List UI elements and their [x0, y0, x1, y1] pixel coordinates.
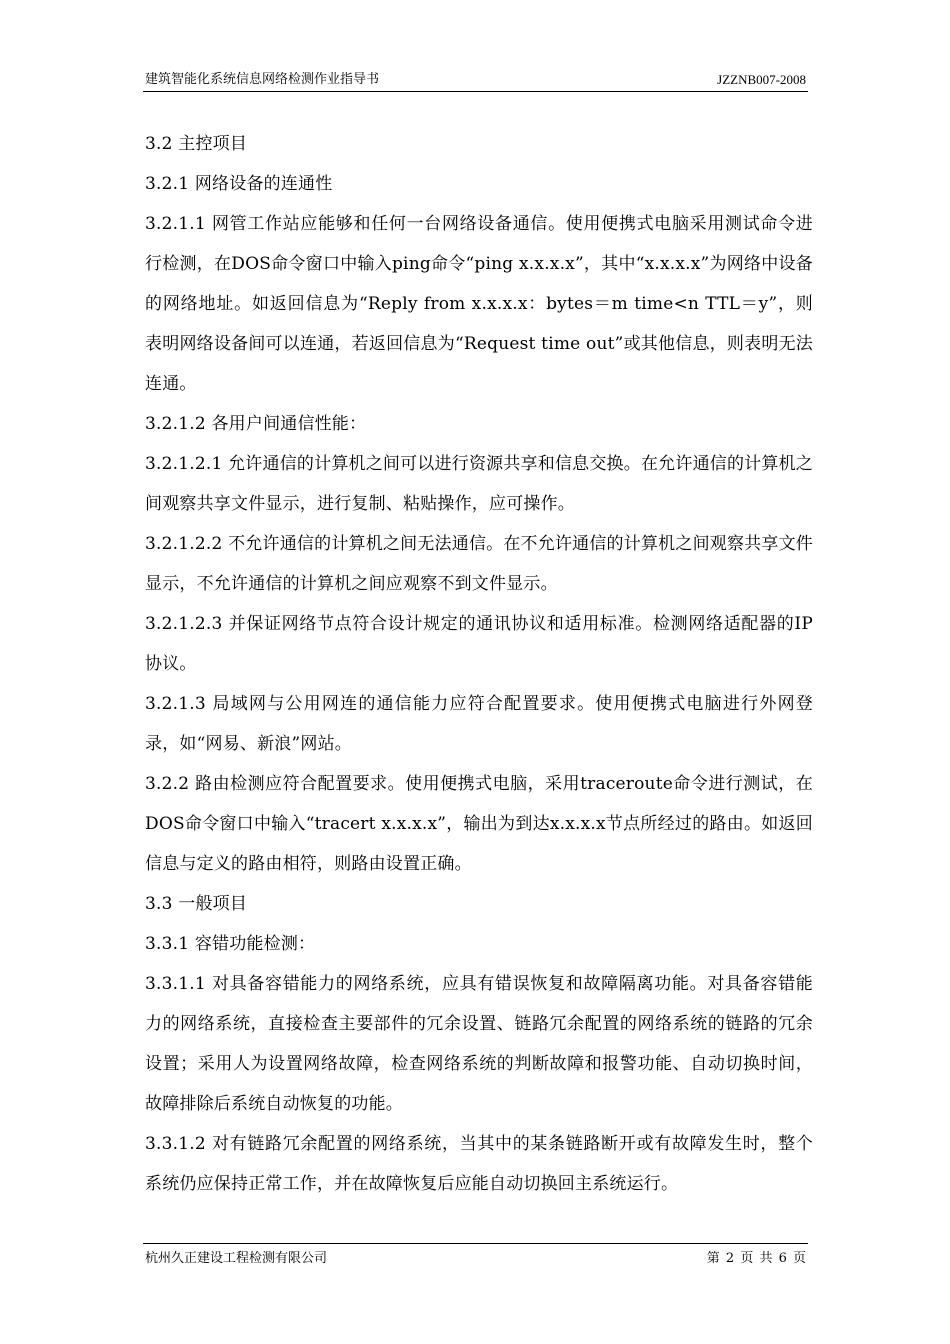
heading-3-2-1-2: 3.2.1.2 各用户间通信性能： [145, 414, 367, 434]
paragraph-3-2-2: 3.2.2 路由检测应符合配置要求。使用便携式电脑，采用traceroute命令进行测试，在DOS命令窗口中输入“tracert x.x.x.x”，输出为到达x.x.x.x节点所经过的路由。如返回信息与定义的路由相符，则路由设置正确。 [145, 774, 813, 874]
paragraph-3-2-1-2-1: 3.2.1.2.1 允许通信的计算机之间可以进行资源共享和信息交换。在允许通信的计算机之间观察共享文件显示，进行复制、粘贴操作，应可操作。 [145, 454, 813, 514]
heading-3-2-1: 3.2.1 网络设备的连通性 [145, 174, 333, 194]
footer-page-number: 第 2 页 共 6 页 [706, 1251, 806, 1266]
paragraph-3-2-1-1: 3.2.1.1 网管工作站应能够和任何一台网络设备通信。使用便携式电脑采用测试命令进行检测，在DOS命令窗口中输入ping命令“ping x.x.x.x”，其中“x.x.x.x”为网络中设备的网络地址。如返回信息为“Reply from x.x.x.x：bytes＝m time<n TTL＝y”，则表明网络设备间可以连通，若返回信息为“Request time out”或其他信息，则表明无法连通。 [145, 214, 813, 394]
heading-3-3: 3.3 一般项目 [145, 894, 248, 914]
page-footer [143, 1243, 808, 1266]
document-body [145, 124, 813, 1204]
heading-3-2: 3.2 主控项目 [145, 134, 248, 154]
paragraph-3-2-1-3: 3.2.1.3 局域网与公用网连的通信能力应符合配置要求。使用便携式电脑进行外网登录，如“网易、新浪”网站。 [145, 694, 813, 754]
paragraph-3-2-1-2-3: 3.2.1.2.3 并保证网络节点符合设计规定的通讯协议和适用标准。检测网络适配器的IP协议。 [145, 614, 813, 674]
paragraph-3-3-1-1: 3.3.1.1 对具备容错能力的网络系统，应具有错误恢复和故障隔离功能。对具备容错能力的网络系统，直接检查主要部件的冗余设置、链路冗余配置的网络系统的链路的冗余设置；采用人为设置网络故障，检查网络系统的判断故障和报警功能、自动切换时间，故障排除后系统自动恢复的功能。 [145, 974, 813, 1114]
header-title: 建筑智能化系统信息网络检测作业指导书 [145, 72, 380, 87]
paragraph-3-2-1-2-2: 3.2.1.2.2 不允许通信的计算机之间无法通信。在不允许通信的计算机之间观察共享文件显示，不允许通信的计算机之间应观察不到文件显示。 [145, 534, 813, 594]
page-header [143, 71, 808, 92]
header-doc-code: JZZNB007-2008 [717, 72, 806, 87]
heading-3-3-1: 3.3.1 容错功能检测： [145, 934, 316, 954]
paragraph-3-3-1-2: 3.3.1.2 对有链路冗余配置的网络系统，当其中的某条链路断开或有故障发生时，整个系统仍应保持正常工作，并在故障恢复后应能自动切换回主系统运行。 [145, 1134, 813, 1194]
footer-company: 杭州久正建设工程检测有限公司 [145, 1251, 328, 1266]
